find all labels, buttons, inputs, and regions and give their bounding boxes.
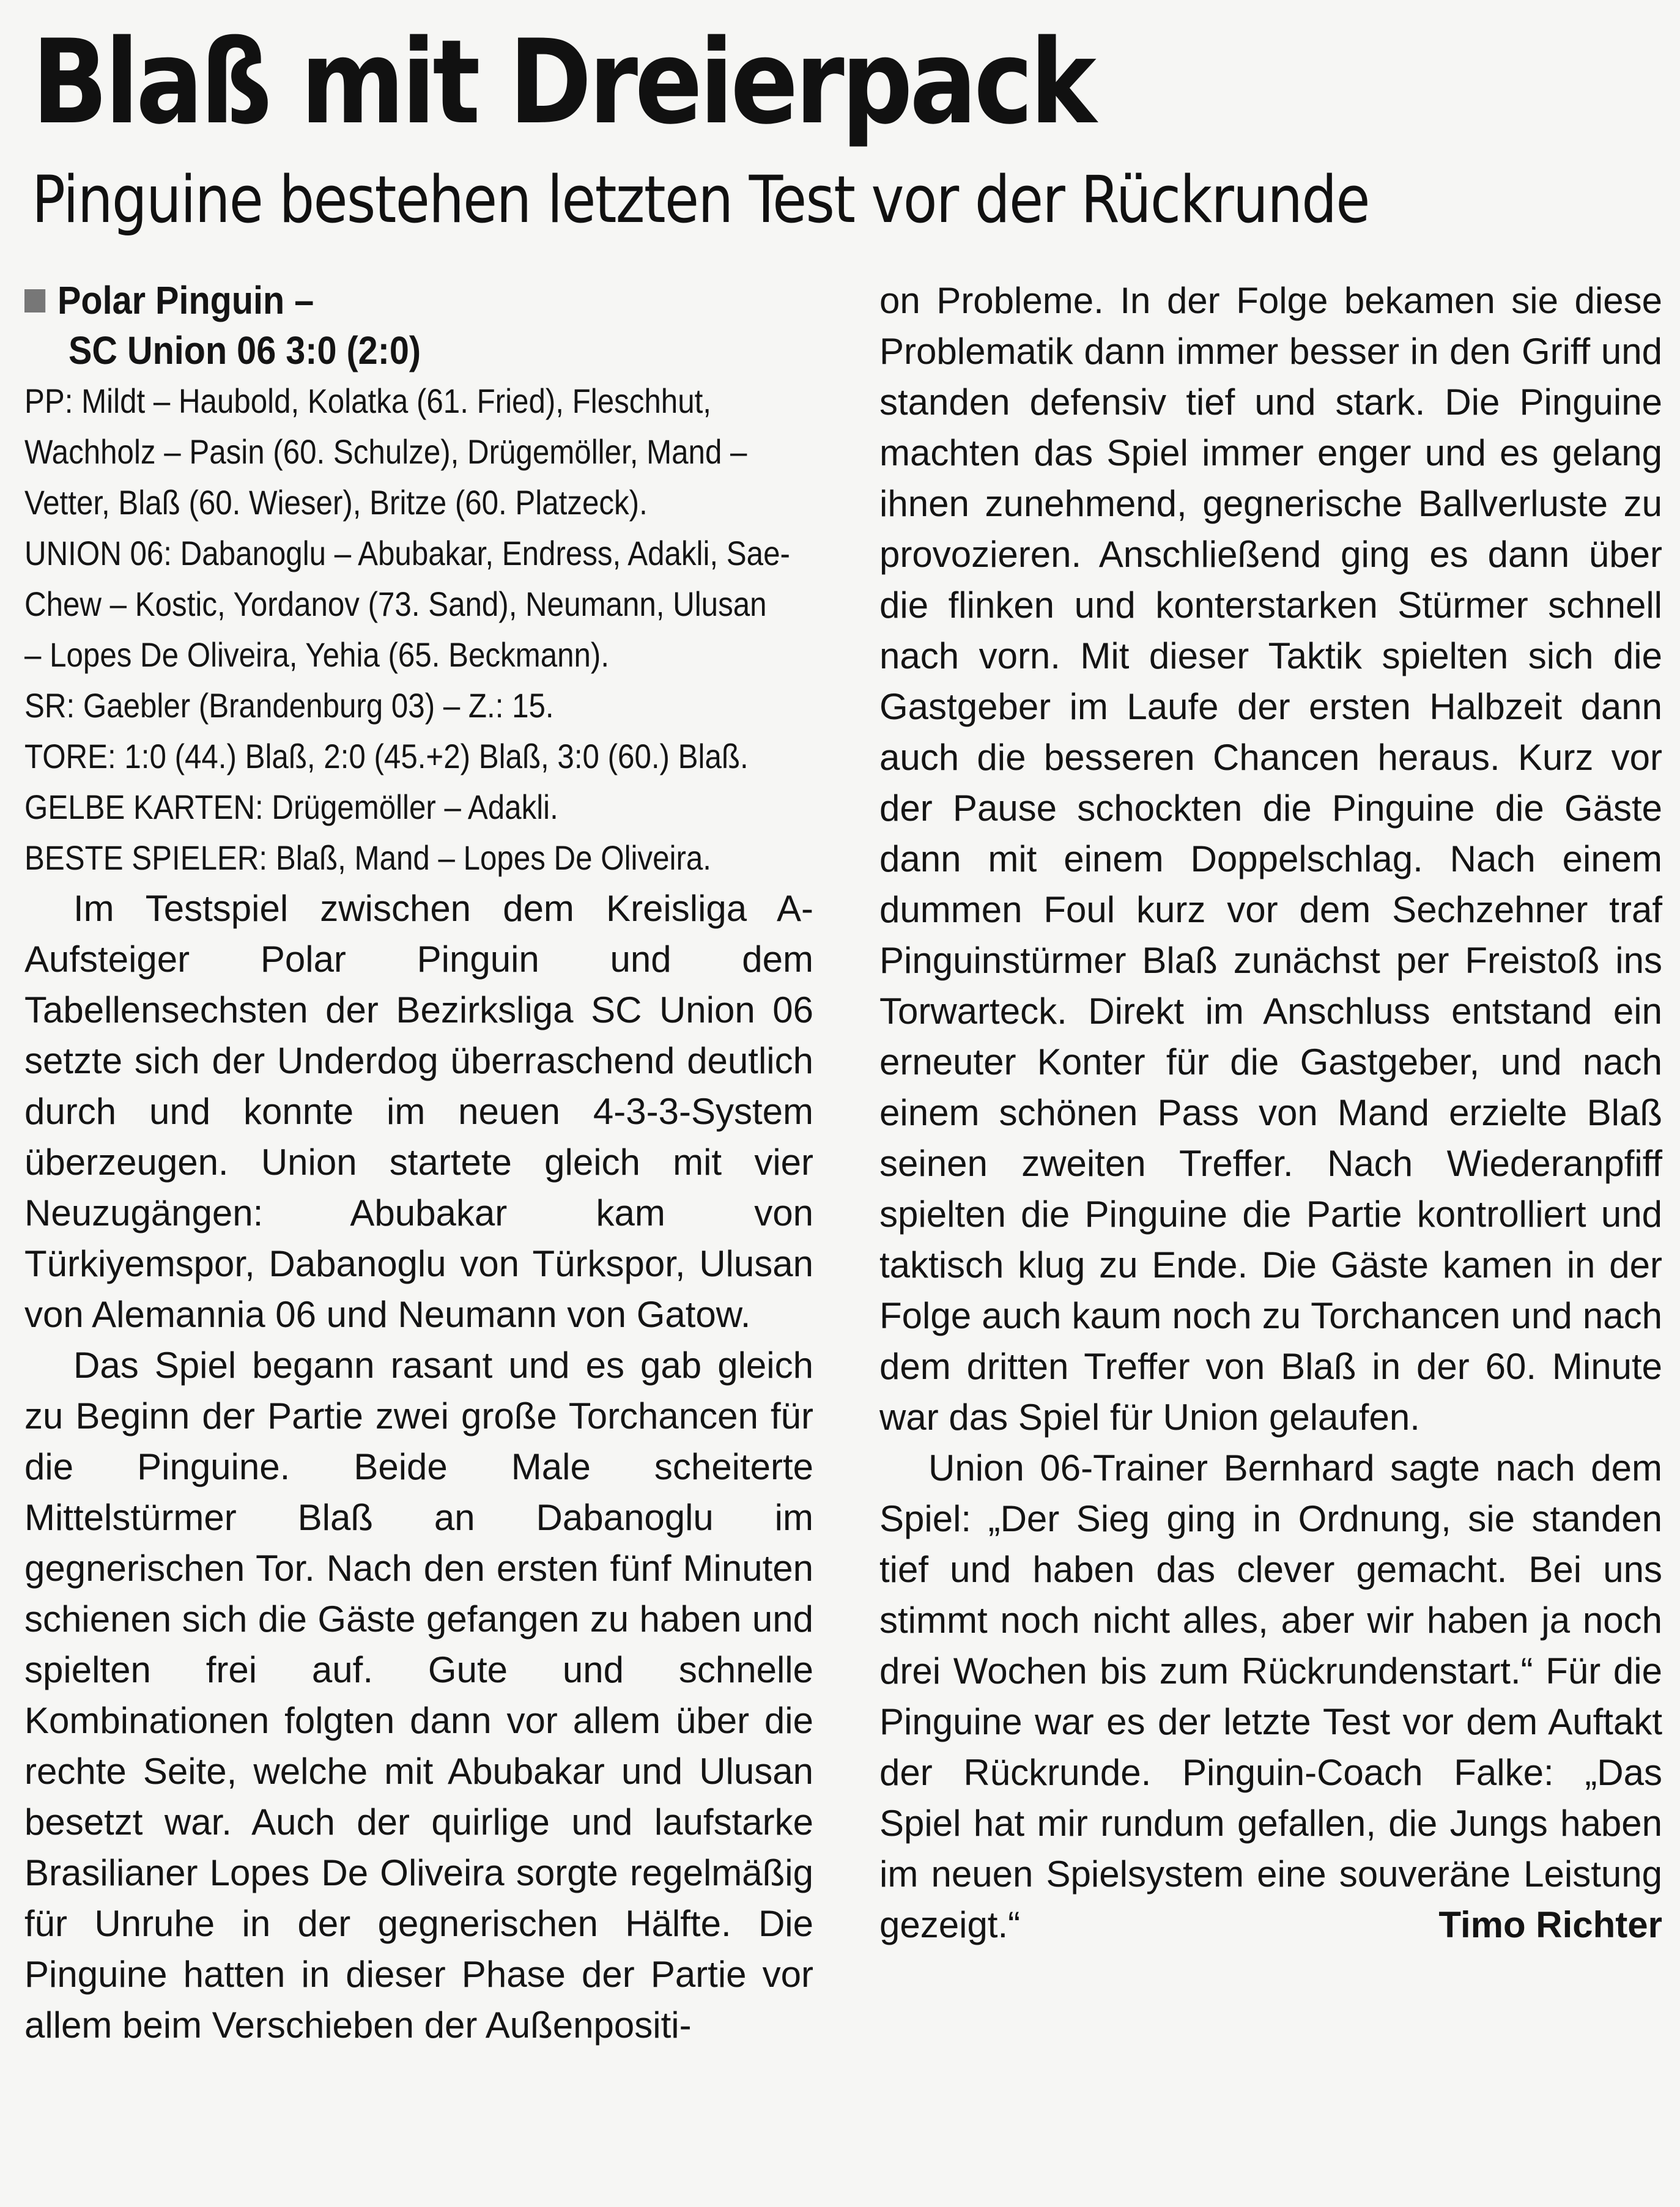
match-lineup xyxy=(24,375,789,883)
match-title-line2: SC Union 06 3:0 (2:0) xyxy=(68,328,421,372)
paragraph xyxy=(879,1443,1662,1950)
paragraph: Im Testspiel zwischen dem Kreisliga A-Aufsteiger Polar Pinguin und dem Tabellensechsten der Bezirksliga SC Union 06 setzte sich der Underdog überraschend deutlich durch und konnte im neuen 4-3-3-System überzeugen. Union startete gleich mit vier Neuzugängen: Abubakar kam von Türkiyemspor, Dabanoglu von Türkspor, Ulusan von Alemannia 06 und Neumann von Gatow. xyxy=(24,888,813,1335)
body-text-right xyxy=(879,275,1662,1950)
lineup-line: – Lopes De Oliveira, Yehia (65. Beckmann). xyxy=(24,635,610,674)
bullet-square-icon xyxy=(24,289,45,312)
lineup-line: Wachholz – Pasin (60. Schulze), Drügemöller, Mand – xyxy=(24,432,747,471)
lineup-line: Vetter, Blaß (60. Wieser), Britze (60. Platzeck). xyxy=(24,483,648,522)
left-column xyxy=(24,275,813,2050)
paragraph: on Probleme. In der Folge bekamen sie diese Problematik dann immer besser in den Griff und standen defensiv tief und stark. Die Pinguine machten das Spiel immer enger und es gelang ihnen zunehmend, gegnerische Ballverluste zu provozieren. Anschließend ging es dann über die flinken und konterstarken Stürmer schnell nach vorn. Mit dieser Taktik spielten sich die Gastgeber im Laufe der ersten Halbzeit dann auch die besseren Chancen heraus. Kurz vor der Pause schockten die Pinguine die Gäste dann mit einem Doppelschlag. Nach einem dummen Foul kurz vor dem Sechzehner traf Pinguinstürmer Blaß zunächst per Freistoß ins Torwarteck. Direkt im Anschluss entstand ein erneuter Konter für die Gastgeber, und nach einem schönen Pass von Mand erzielte Blaß seinen zweiten Treffer. Nach Wiederanpfiff spielten die Pinguine die Partie kontrolliert und taktisch klug zu Ende. Die Gäste kamen in der Folge auch kaum noch zu Torchancen und nach dem dritten Treffer von Blaß in der 60. Minute war das Spiel für Union gelaufen. xyxy=(879,280,1662,1438)
lineup-line: GELBE KARTEN: Drügemöller – Adakli. xyxy=(24,788,558,826)
paragraph-text: Union 06-Trainer Bernhard sagte nach dem Spiel: „Der Sieg ging in Ordnung, sie standen tief und haben das clever gemacht. Bei uns stimmt noch nicht alles, aber wir haben ja noch drei Wochen bis zum Rückrundenstart.“ Für die Pinguine war es der letzte Test vor dem Auftakt der Rückrunde. Pinguin-Coach Falke: „Das Spiel hat mir rundum gefallen, die Jungs haben im neuen Spielsystem eine souveräne Leistung gezeigt.“ xyxy=(879,1447,1662,1945)
lineup-line: PP: Mildt – Haubold, Kolatka (61. Fried), Fleschhut, xyxy=(24,382,712,420)
author-byline: Timo Richter xyxy=(1438,1904,1662,1945)
lineup-line: UNION 06: Dabanoglu – Abubakar, Endress, Adakli, Sae- xyxy=(24,534,790,572)
lineup-line: SR: Gaebler (Brandenburg 03) – Z.: 15. xyxy=(24,686,554,725)
match-box-title xyxy=(24,275,735,375)
article-subheadline: Pinguine bestehen letzten Test vor der Rückrunde xyxy=(32,162,1369,237)
right-column xyxy=(879,275,1662,1950)
paragraph: Das Spiel begann rasant und es gab gleich zu Beginn der Partie zwei große Torchancen für die Pinguine. Beide Male scheiterte Mittelstürmer Blaß an Dabanoglu im gegnerischen Tor. Nach den ersten fünf Minuten schienen sich die Gäste gefangen zu haben und spielten frei auf. Gute und schnelle Kombinationen folgten dann vor allem über die rechte Seite, welche mit Abubakar und Ulusan besetzt war. Auch der quirlige und laufstarke Brasilianer Lopes De Oliveira sorgte regelmäßig für Unruhe in der gegnerischen Hälfte. Die Pinguine hatten in dieser Phase der Partie vor allem beim Verschieben der Außenpositi- xyxy=(24,1345,813,2046)
lineup-line: BESTE SPIELER: Blaß, Mand – Lopes De Oliveira. xyxy=(24,838,711,877)
article-headline: Blaß mit Dreierpack xyxy=(32,15,1093,150)
lineup-line: TORE: 1:0 (44.) Blaß, 2:0 (45.+2) Blaß, 3:0 (60.) Blaß. xyxy=(24,737,749,775)
match-title-line1: Polar Pinguin – xyxy=(57,278,314,322)
lineup-line: Chew – Kostic, Yordanov (73. Sand), Neumann, Ulusan xyxy=(24,585,767,623)
body-text-left xyxy=(24,883,813,2050)
